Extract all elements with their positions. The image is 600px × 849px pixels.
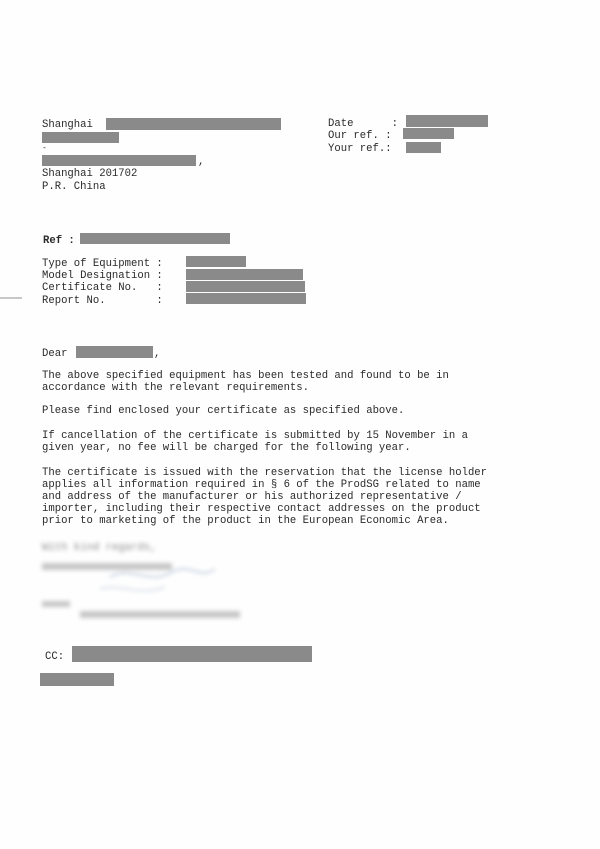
- redacted-your-ref: [406, 142, 441, 153]
- address-dash: -: [42, 144, 47, 153]
- redacted-type: [186, 256, 246, 267]
- address-country: P.R. China: [42, 181, 106, 193]
- redacted-ref: [80, 233, 230, 244]
- redacted-address-line: [42, 132, 119, 143]
- redacted-company-name: [106, 118, 281, 130]
- redacted-recipient-name: [76, 346, 153, 358]
- address-comma: ,: [198, 156, 205, 168]
- redacted-certificate: [186, 281, 305, 292]
- paragraph-3-line-2: given year, no fee will be charged for the following year.: [42, 442, 411, 454]
- type-of-equipment-label: Type of Equipment :: [42, 258, 163, 270]
- paragraph-3-line-1: If cancellation of the certificate is submitted by 15 November in a: [42, 430, 468, 442]
- certificate-no-label: Certificate No. :: [42, 282, 163, 294]
- paragraph-1-line-1: The above specified equipment has been tested and found to be in: [42, 370, 449, 382]
- paragraph-4-line-4: importer, including their respective contact addresses on the product: [42, 503, 481, 515]
- redacted-cc-extra: [40, 673, 114, 686]
- address-city: Shanghai: [42, 119, 93, 131]
- address-postal: Shanghai 201702: [42, 168, 138, 180]
- ref-label: Ref :: [43, 235, 75, 247]
- signature-blurred: [40, 555, 260, 630]
- scan-artifact: [0, 297, 22, 299]
- paragraph-4-line-1: The certificate is issued with the reservation that the license holder: [42, 467, 488, 479]
- redacted-model: [186, 269, 303, 280]
- your-ref-label: Your ref.:: [328, 143, 392, 155]
- paragraph-4-line-3: and address of the manufacturer or his authorized representative /: [42, 491, 462, 503]
- report-no-label: Report No. :: [42, 295, 163, 307]
- closing: With kind regards,: [42, 542, 157, 554]
- cc-label: CC:: [45, 651, 65, 663]
- date-label: Date :: [328, 118, 398, 130]
- paragraph-2-line-1: Please find enclosed your certificate as specified above.: [42, 405, 405, 417]
- redacted-street: [42, 155, 196, 166]
- redacted-cc: [72, 646, 312, 662]
- salutation: Dear: [42, 348, 68, 360]
- model-designation-label: Model Designation :: [42, 270, 163, 282]
- paragraph-4-line-5: prior to marketing of the product in the European Economic Area.: [42, 515, 449, 527]
- paragraph-4-line-2: applies all information required in § 6 of the ProdSG related to name: [42, 479, 481, 491]
- our-ref-label: Our ref. :: [328, 130, 392, 142]
- redacted-date: [406, 115, 488, 127]
- redacted-report: [186, 293, 306, 304]
- paragraph-1-line-2: accordance with the relevant requirements.: [42, 382, 310, 394]
- redacted-our-ref: [403, 128, 454, 139]
- salutation-comma: ,: [154, 348, 161, 360]
